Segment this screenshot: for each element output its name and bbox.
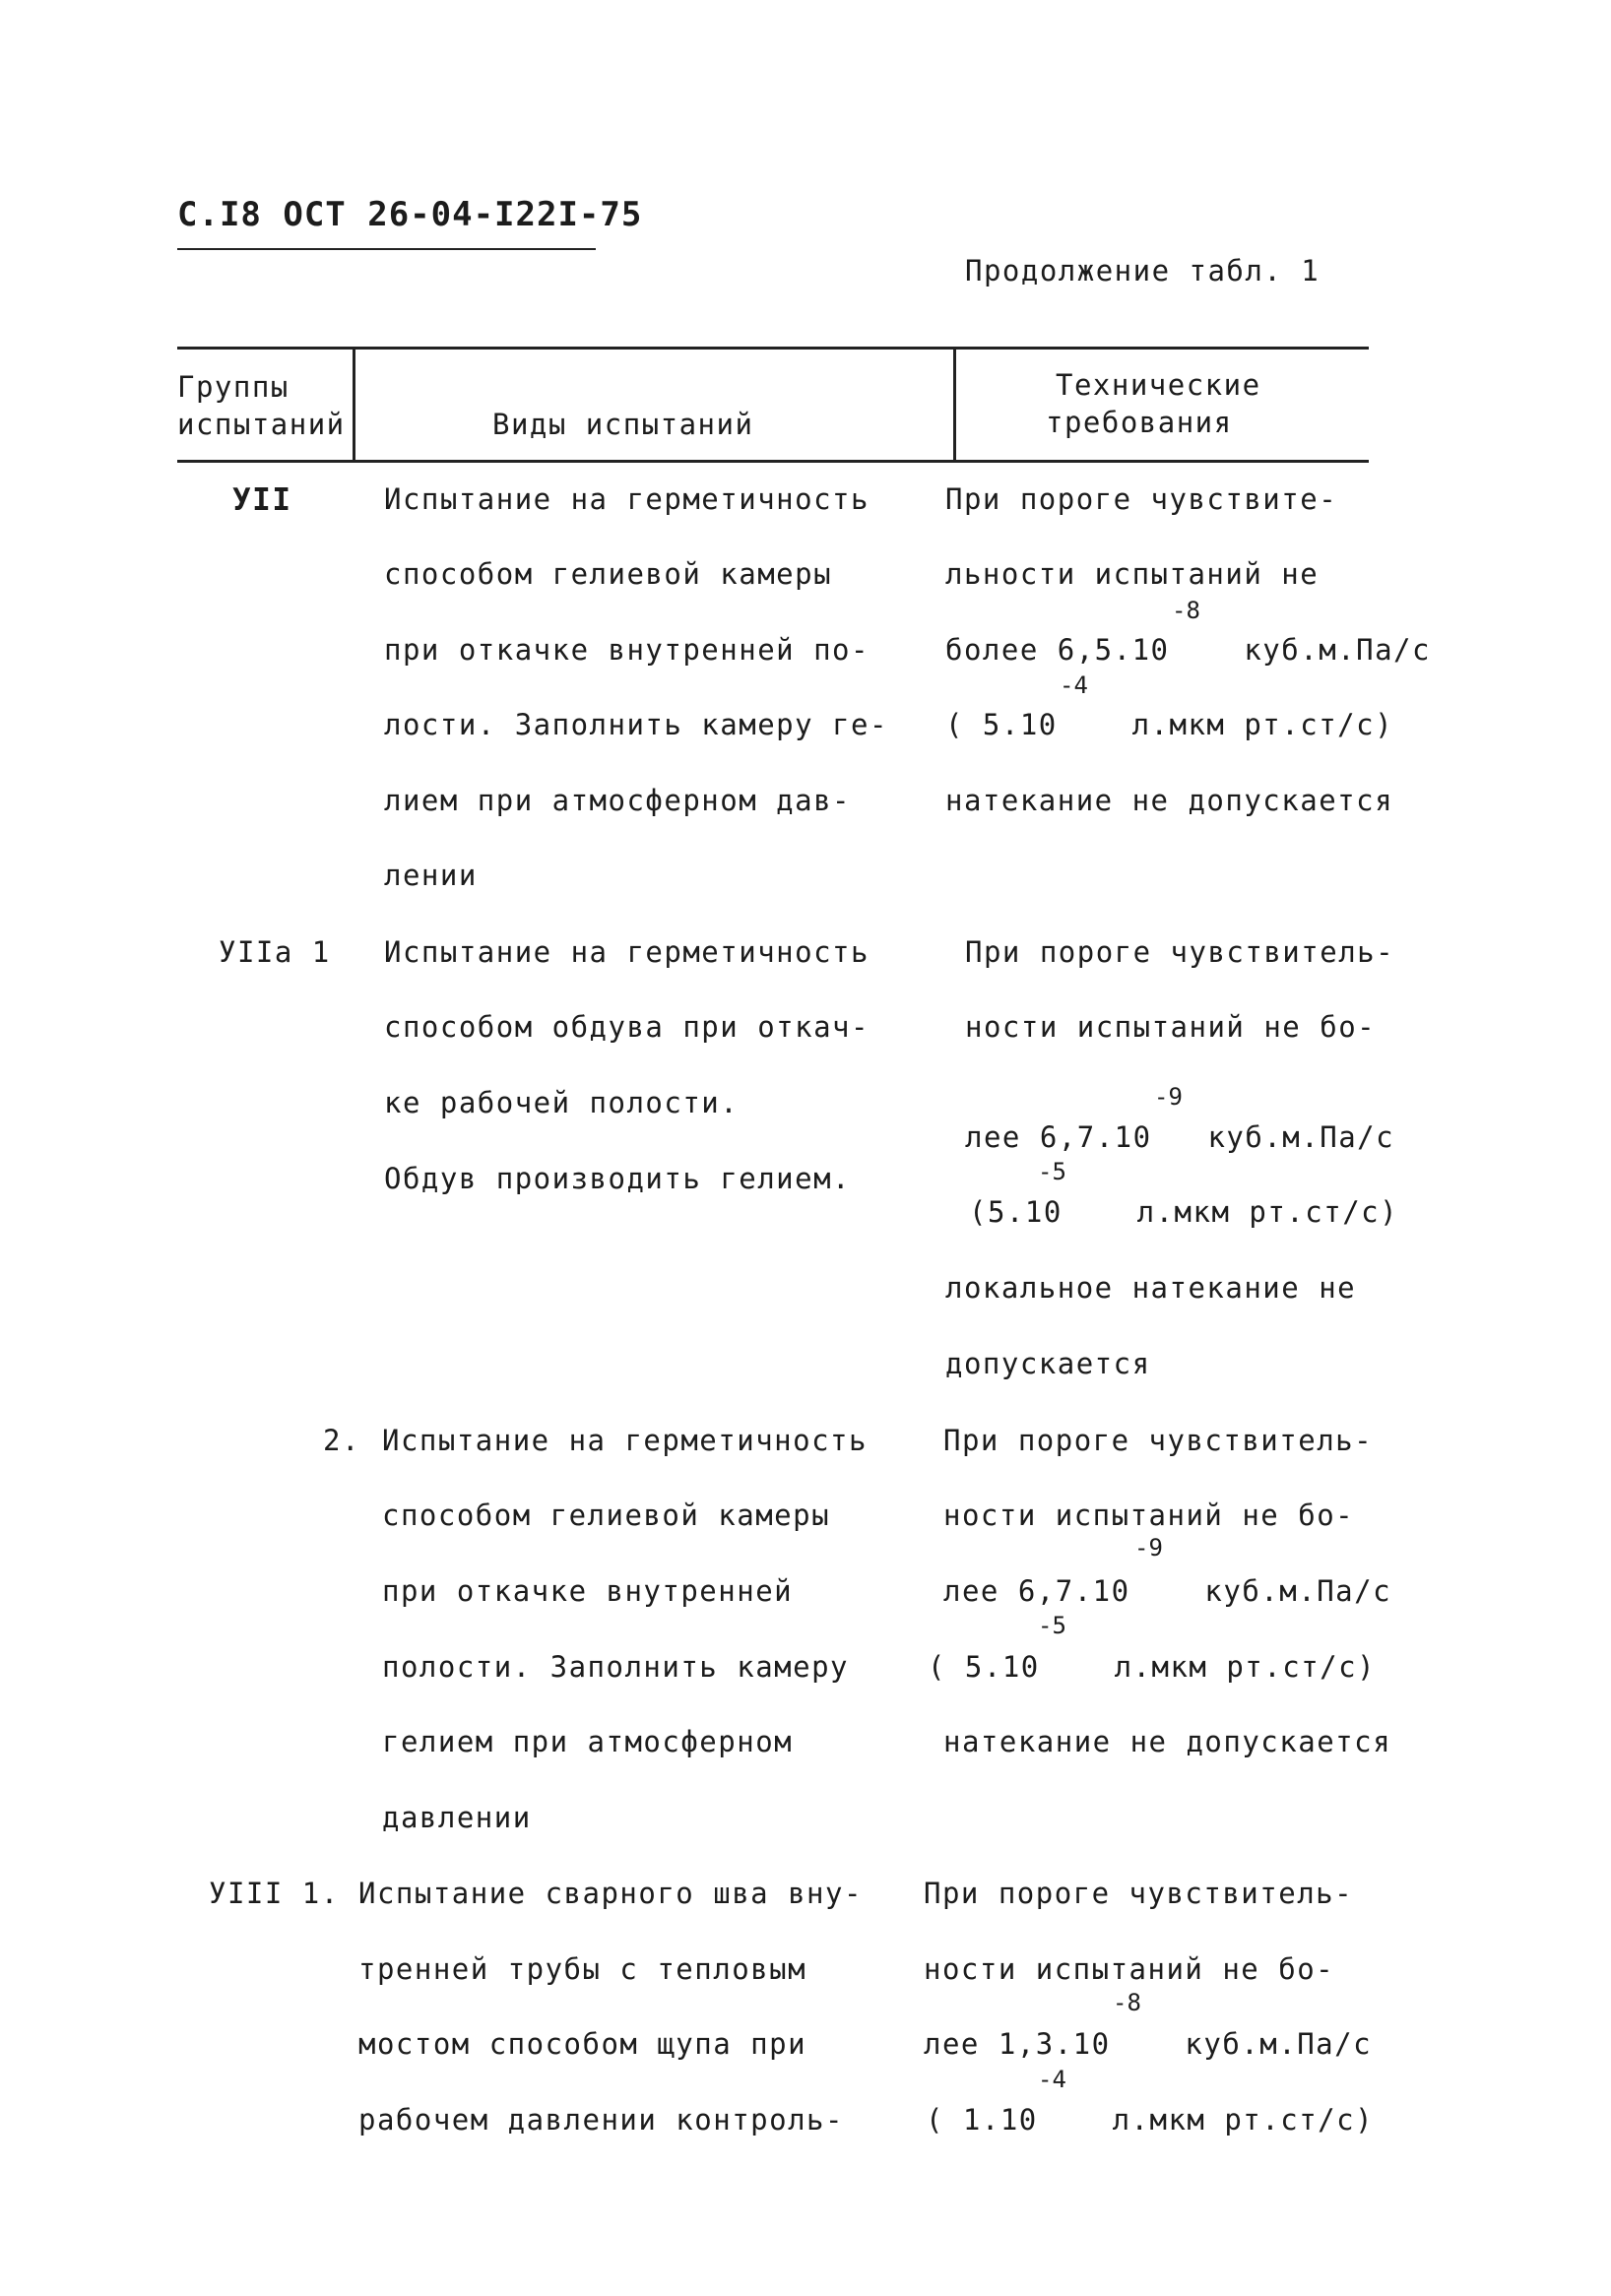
test-line: Испытание на герметичность — [382, 1424, 868, 1457]
test-line: ке рабочей полости. — [384, 1086, 740, 1119]
requirement-line: При пороге чувствитель- — [924, 1877, 1354, 1910]
row-group: УIII 1. — [209, 1877, 340, 1910]
test-line: полости. Заполнить камеру — [382, 1650, 849, 1684]
exponent: -8 — [1172, 597, 1200, 624]
requirement-line: ( 5.10 л.мкм рт.ст/с) — [945, 708, 1394, 741]
table-continuation-label: Продолжение табл. 1 — [965, 254, 1321, 287]
header-underline — [177, 248, 596, 250]
test-line: лости. Заполнить камеру ге- — [384, 708, 888, 741]
test-line: давлении — [382, 1801, 532, 1834]
requirement-line: допускается — [945, 1347, 1151, 1380]
table-header-bottom-rule — [177, 460, 1369, 463]
col-header-groups-2: испытаний — [177, 408, 346, 441]
test-line: способом гелиевой камеры — [382, 1499, 831, 1532]
requirement-line: лее 6,7.10 куб.м.Па/с — [943, 1574, 1392, 1608]
requirement-line: лее 1,3.10 куб.м.Па/с — [924, 2027, 1373, 2061]
exponent: -5 — [1038, 1612, 1066, 1639]
requirement-line: ности испытаний не бо- — [943, 1499, 1355, 1532]
exponent: -5 — [1038, 1158, 1066, 1185]
test-line: Испытание на герметичность — [384, 935, 870, 969]
requirement-line: При пороге чувствитель- — [965, 935, 1395, 969]
test-line: лием при атмосферном дав- — [384, 784, 851, 817]
requirement-line: льности испытаний не — [945, 557, 1320, 591]
exponent: -9 — [1154, 1083, 1183, 1111]
test-line: способом обдува при откач- — [384, 1010, 870, 1044]
document-id: С.I8 ОСТ 26-04-I22I-75 — [177, 195, 643, 234]
requirement-line: натекание не допускается — [943, 1725, 1392, 1758]
test-line: рабочем давлении контроль- — [358, 2103, 844, 2137]
table-top-rule — [177, 347, 1369, 350]
column-divider-2 — [953, 348, 956, 462]
row-group: УII — [232, 482, 292, 518]
requirement-line: ( 1.10 л.мкм рт.ст/с) — [926, 2103, 1375, 2137]
test-line: способом гелиевой камеры — [384, 557, 833, 591]
requirement-line: При пороге чувствите- — [945, 482, 1338, 516]
requirement-line: ности испытаний не бо- — [924, 1952, 1335, 1986]
col-header-groups: Группы — [177, 370, 290, 404]
test-line: при откачке внутренней по- — [384, 633, 870, 667]
test-line: гелием при атмосферном — [382, 1725, 794, 1758]
test-line: Испытание сварного шва вну- — [358, 1877, 863, 1910]
test-line: тренней трубы с тепловым — [358, 1952, 807, 1986]
requirement-line: натекание не допускается — [945, 784, 1394, 817]
test-line: при откачке внутренней — [382, 1574, 794, 1608]
row-group: 2. — [323, 1424, 360, 1457]
requirement-line: (5.10 л.мкм рт.ст/с) — [969, 1195, 1399, 1229]
test-line: мостом способом щупа при — [358, 2027, 807, 2061]
requirement-line: более 6,5.10 куб.м.Па/с — [945, 633, 1431, 667]
col-header-requirements-2: требования — [1046, 406, 1233, 439]
requirement-line: При пороге чувствитель- — [943, 1424, 1374, 1457]
test-line: Обдув производить гелием. — [384, 1162, 851, 1195]
col-header-requirements: Технические — [1056, 368, 1261, 402]
requirement-line: локальное натекание не — [945, 1271, 1357, 1305]
requirement-line: лее 6,7.10 куб.м.Па/с — [965, 1120, 1395, 1154]
column-divider-1 — [353, 348, 355, 462]
exponent: -9 — [1134, 1534, 1163, 1562]
test-line: лении — [384, 859, 478, 892]
test-line: Испытание на герметичность — [384, 482, 870, 516]
exponent: -4 — [1038, 2066, 1066, 2093]
col-header-test-types: Виды испытаний — [492, 408, 754, 441]
requirement-line: ности испытаний не бо- — [965, 1010, 1377, 1044]
exponent: -4 — [1060, 671, 1088, 699]
requirement-line: ( 5.10 л.мкм рт.ст/с) — [928, 1650, 1377, 1684]
exponent: -8 — [1113, 1989, 1141, 2016]
row-group: УIIа 1 — [219, 935, 331, 969]
